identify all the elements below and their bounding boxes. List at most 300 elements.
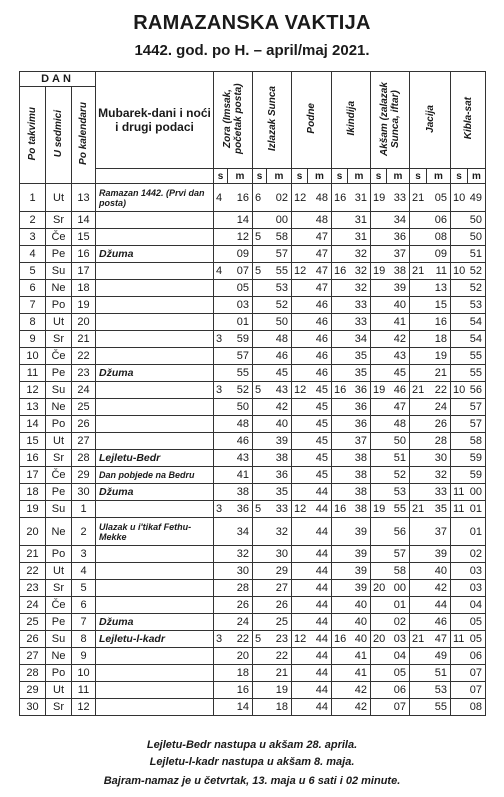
minute-cell: 05 — [427, 184, 451, 212]
hour-cell — [292, 648, 308, 665]
minute-cell: 14 — [228, 212, 253, 229]
minute-cell: 40 — [387, 297, 410, 314]
weekday-cell: Sr — [46, 450, 72, 467]
hour-cell — [451, 348, 468, 365]
hour-cell — [410, 280, 427, 297]
hour-cell — [451, 229, 468, 246]
minute-cell: 37 — [427, 518, 451, 546]
hour-cell — [451, 518, 468, 546]
minute-cell: 53 — [387, 484, 410, 501]
minute-cell: 44 — [308, 648, 332, 665]
calendar-day-cell: 28 — [72, 450, 96, 467]
hour-cell: 11 — [451, 501, 468, 518]
header-po-takvimu: Po takvimu — [20, 87, 46, 184]
hour-cell — [292, 416, 308, 433]
minute-cell: 00 — [387, 580, 410, 597]
hour-cell: 21 — [410, 263, 427, 280]
minute-cell: 45 — [267, 365, 292, 382]
day-number-cell: 7 — [20, 297, 46, 314]
note-cell — [96, 665, 214, 682]
minute-cell: 32 — [427, 467, 451, 484]
minute-cell: 31 — [348, 212, 371, 229]
day-number-cell: 23 — [20, 580, 46, 597]
table-row — [20, 399, 486, 416]
hour-cell — [253, 450, 267, 467]
table-row — [20, 597, 486, 614]
minute-cell: 18 — [267, 699, 292, 716]
hour-cell: 5 — [253, 631, 267, 648]
minute-cell: 35 — [348, 365, 371, 382]
hour-cell — [292, 518, 308, 546]
minute-cell: 54 — [468, 331, 486, 348]
table-row — [20, 184, 486, 212]
minute-cell: 50 — [468, 212, 486, 229]
minute-cell: 36 — [348, 416, 371, 433]
table-row — [20, 263, 486, 280]
minute-cell: 44 — [308, 501, 332, 518]
hour-cell — [451, 212, 468, 229]
minute-cell: 48 — [308, 184, 332, 212]
minute-cell: 41 — [348, 665, 371, 682]
minute-cell: 47 — [308, 246, 332, 263]
hour-cell — [214, 297, 228, 314]
header-po-kalendaru: Po kalendaru — [72, 87, 96, 184]
note-bedr: Lejletu-Bedr nastupa u akšam 28. aprila. — [146, 739, 358, 751]
day-number-cell: 1 — [20, 184, 46, 212]
day-number-cell: 10 — [20, 348, 46, 365]
minute-cell: 30 — [228, 563, 253, 580]
hour-cell — [253, 399, 267, 416]
hour-cell — [332, 450, 348, 467]
hour-cell: 20 — [371, 580, 387, 597]
minute-cell: 43 — [387, 348, 410, 365]
table-row — [20, 433, 486, 450]
hour-cell — [410, 229, 427, 246]
weekday-cell: Ut — [46, 184, 72, 212]
minute-cell: 31 — [348, 229, 371, 246]
hour-cell — [371, 614, 387, 631]
hour-cell — [214, 467, 228, 484]
calendar-day-cell: 19 — [72, 297, 96, 314]
hour-cell: 10 — [451, 263, 468, 280]
day-number-cell: 21 — [20, 546, 46, 563]
hour-cell — [410, 433, 427, 450]
minute-cell: 44 — [308, 563, 332, 580]
day-number-cell: 3 — [20, 229, 46, 246]
calendar-day-cell: 12 — [72, 699, 96, 716]
minute-cell: 46 — [308, 314, 332, 331]
minutes-label: m — [468, 169, 486, 184]
note-cell: Džuma — [96, 246, 214, 263]
hour-cell — [292, 314, 308, 331]
hour-cell — [253, 246, 267, 263]
calendar-day-cell: 10 — [72, 665, 96, 682]
minute-cell: 46 — [267, 348, 292, 365]
hour-cell — [451, 546, 468, 563]
minute-cell: 44 — [427, 597, 451, 614]
hour-cell — [451, 399, 468, 416]
minute-cell: 55 — [387, 501, 410, 518]
hour-cell — [253, 416, 267, 433]
header-kibla: Kibla-sat — [451, 72, 486, 169]
minute-cell: 12 — [228, 229, 253, 246]
hour-cell: 3 — [214, 331, 228, 348]
minute-cell: 05 — [228, 280, 253, 297]
hour-cell — [214, 699, 228, 716]
calendar-day-cell: 4 — [72, 563, 96, 580]
calendar-day-cell: 17 — [72, 263, 96, 280]
hour-cell — [451, 597, 468, 614]
minute-cell: 07 — [228, 263, 253, 280]
hour-cell — [410, 682, 427, 699]
hour-cell — [371, 433, 387, 450]
minute-cell: 42 — [348, 699, 371, 716]
minute-cell: 13 — [427, 280, 451, 297]
weekday-cell: Ut — [46, 314, 72, 331]
minute-cell: 46 — [308, 297, 332, 314]
hour-cell — [410, 212, 427, 229]
day-number-cell: 20 — [20, 518, 46, 546]
hour-cell — [332, 348, 348, 365]
hour-cell: 11 — [451, 631, 468, 648]
hour-cell — [253, 614, 267, 631]
header-dan: DAN — [20, 72, 96, 87]
hour-cell — [253, 484, 267, 501]
hour-cell — [410, 597, 427, 614]
hour-cell: 5 — [253, 263, 267, 280]
minute-cell: 03 — [468, 580, 486, 597]
minute-cell: 21 — [267, 665, 292, 682]
day-number-cell: 17 — [20, 467, 46, 484]
minute-cell: 19 — [427, 348, 451, 365]
minute-cell: 39 — [267, 433, 292, 450]
minute-cell: 38 — [387, 263, 410, 280]
minute-cell: 35 — [348, 348, 371, 365]
minutes-label: m — [267, 169, 292, 184]
table-row — [20, 501, 486, 518]
page-title: RAMAZANSKA VAKTIJA — [133, 12, 371, 34]
note-cell — [96, 280, 214, 297]
calendar-day-cell: 6 — [72, 597, 96, 614]
hours-label: s — [410, 169, 427, 184]
minute-cell: 41 — [387, 314, 410, 331]
page-subtitle: 1442. god. po H. – april/maj 2021. — [134, 42, 370, 59]
table-row — [20, 665, 486, 682]
table-row — [20, 563, 486, 580]
hour-cell — [253, 665, 267, 682]
hour-cell — [451, 246, 468, 263]
minute-cell: 35 — [427, 501, 451, 518]
minute-cell: 41 — [348, 648, 371, 665]
hour-cell — [371, 467, 387, 484]
header-u-sedmici: U sedmici — [46, 87, 72, 184]
hour-cell — [253, 546, 267, 563]
minute-cell: 36 — [348, 399, 371, 416]
hour-cell — [371, 365, 387, 382]
hour-cell — [451, 580, 468, 597]
calendar-day-cell: 13 — [72, 184, 96, 212]
note-cell — [96, 297, 214, 314]
minute-cell: 38 — [348, 450, 371, 467]
day-number-cell: 5 — [20, 263, 46, 280]
minute-cell: 43 — [267, 382, 292, 399]
minutes-label: m — [427, 169, 451, 184]
hour-cell — [451, 297, 468, 314]
minute-cell: 24 — [427, 399, 451, 416]
hour-cell — [451, 365, 468, 382]
table-row — [20, 648, 486, 665]
calendar-day-cell: 9 — [72, 648, 96, 665]
calendar-day-cell: 11 — [72, 682, 96, 699]
day-number-cell: 29 — [20, 682, 46, 699]
hour-cell — [214, 518, 228, 546]
minute-cell: 40 — [427, 563, 451, 580]
table-row — [20, 331, 486, 348]
minute-cell: 50 — [267, 314, 292, 331]
calendar-day-cell: 29 — [72, 467, 96, 484]
weekday-cell: Pe — [46, 365, 72, 382]
minute-cell: 53 — [468, 297, 486, 314]
hour-cell — [451, 699, 468, 716]
hour-cell — [371, 648, 387, 665]
hour-cell — [332, 399, 348, 416]
header-mubarek: Mubarek-dani i noći i drugi podaci — [96, 72, 214, 169]
note-cell — [96, 597, 214, 614]
minute-cell: 16 — [228, 184, 253, 212]
hour-cell — [451, 648, 468, 665]
minute-cell: 56 — [387, 518, 410, 546]
calendar-day-cell: 22 — [72, 348, 96, 365]
minute-cell: 45 — [308, 399, 332, 416]
minute-cell: 24 — [228, 614, 253, 631]
calendar-day-cell: 25 — [72, 399, 96, 416]
minute-cell: 57 — [468, 416, 486, 433]
minute-cell: 23 — [267, 631, 292, 648]
minute-cell: 32 — [267, 518, 292, 546]
minute-cell: 49 — [468, 184, 486, 212]
weekday-cell: Su — [46, 501, 72, 518]
hour-cell — [371, 546, 387, 563]
hour-cell — [332, 484, 348, 501]
calendar-day-cell: 26 — [72, 416, 96, 433]
hour-cell — [371, 399, 387, 416]
minute-cell: 33 — [267, 501, 292, 518]
hour-cell — [371, 212, 387, 229]
minute-cell: 44 — [308, 546, 332, 563]
hour-cell: 4 — [214, 263, 228, 280]
hour-cell — [371, 597, 387, 614]
minute-cell: 47 — [387, 399, 410, 416]
calendar-day-cell: 3 — [72, 546, 96, 563]
hour-cell — [332, 699, 348, 716]
note-cell: Lejletu-Bedr — [96, 450, 214, 467]
hour-cell: 3 — [214, 382, 228, 399]
hour-cell — [214, 563, 228, 580]
table-row — [20, 682, 486, 699]
hour-cell — [410, 563, 427, 580]
minute-cell: 42 — [267, 399, 292, 416]
note-cell: Ramazan 1442. (Prvi dan posta) — [96, 184, 214, 212]
note-cell: Džuma — [96, 614, 214, 631]
minute-cell: 39 — [427, 546, 451, 563]
minute-cell: 42 — [427, 580, 451, 597]
minute-cell: 45 — [387, 365, 410, 382]
minute-cell: 48 — [387, 416, 410, 433]
minute-cell: 58 — [387, 563, 410, 580]
note-cell — [96, 433, 214, 450]
minute-cell: 32 — [348, 280, 371, 297]
hour-cell — [371, 682, 387, 699]
hour-cell: 21 — [410, 631, 427, 648]
minute-cell: 44 — [308, 614, 332, 631]
day-number-cell: 11 — [20, 365, 46, 382]
hours-label: s — [451, 169, 468, 184]
hour-cell — [214, 314, 228, 331]
minute-cell: 20 — [228, 648, 253, 665]
hour-cell — [410, 665, 427, 682]
hour-cell — [253, 365, 267, 382]
weekday-cell: Po — [46, 546, 72, 563]
hour-cell — [410, 484, 427, 501]
minute-cell: 04 — [468, 597, 486, 614]
hour-cell — [253, 212, 267, 229]
hour-cell: 21 — [410, 184, 427, 212]
weekday-cell: Su — [46, 631, 72, 648]
minute-cell: 57 — [387, 546, 410, 563]
note-cell — [96, 212, 214, 229]
hour-cell — [332, 597, 348, 614]
hour-cell — [371, 518, 387, 546]
hour-cell — [451, 416, 468, 433]
hour-cell — [451, 450, 468, 467]
minute-cell: 45 — [308, 467, 332, 484]
minute-cell: 55 — [468, 365, 486, 382]
hour-cell — [332, 416, 348, 433]
table-row — [20, 518, 486, 546]
minute-cell: 14 — [228, 699, 253, 716]
weekday-cell: Su — [46, 382, 72, 399]
hour-cell — [292, 433, 308, 450]
day-number-cell: 25 — [20, 614, 46, 631]
hour-cell — [253, 314, 267, 331]
minute-cell: 36 — [228, 501, 253, 518]
day-number-cell: 30 — [20, 699, 46, 716]
hour-cell: 12 — [292, 631, 308, 648]
hour-cell — [214, 229, 228, 246]
hour-cell — [253, 563, 267, 580]
note-cell: Džuma — [96, 365, 214, 382]
minute-cell: 47 — [308, 263, 332, 280]
minute-cell: 42 — [348, 682, 371, 699]
minute-cell: 04 — [387, 648, 410, 665]
minute-cell: 03 — [387, 631, 410, 648]
hour-cell — [214, 416, 228, 433]
table-row — [20, 484, 486, 501]
hour-cell — [292, 246, 308, 263]
weekday-cell: Ne — [46, 648, 72, 665]
hour-cell — [332, 246, 348, 263]
header-aksam: Akšam (zalazak Sunca, iftar) — [371, 72, 410, 169]
minute-cell: 09 — [228, 246, 253, 263]
minute-cell: 48 — [267, 331, 292, 348]
minute-cell: 40 — [348, 614, 371, 631]
day-number-cell: 16 — [20, 450, 46, 467]
minute-cell: 28 — [427, 433, 451, 450]
hour-cell — [371, 280, 387, 297]
hour-cell — [451, 280, 468, 297]
hour-cell — [214, 614, 228, 631]
minute-cell: 05 — [468, 631, 486, 648]
hour-cell — [410, 399, 427, 416]
hour-cell — [371, 699, 387, 716]
minute-cell: 38 — [348, 501, 371, 518]
hour-cell — [253, 682, 267, 699]
hour-cell — [292, 212, 308, 229]
hour-cell: 5 — [253, 501, 267, 518]
note-cell — [96, 331, 214, 348]
weekday-cell: Pe — [46, 484, 72, 501]
hour-cell — [410, 699, 427, 716]
hour-cell: 21 — [410, 382, 427, 399]
header-podne: Podne — [292, 72, 332, 169]
minute-cell: 44 — [308, 631, 332, 648]
minute-cell: 33 — [348, 314, 371, 331]
minute-cell: 44 — [308, 699, 332, 716]
vaktija-table — [19, 71, 486, 716]
minute-cell: 45 — [308, 433, 332, 450]
note-cell — [96, 563, 214, 580]
table-row — [20, 580, 486, 597]
hour-cell — [253, 297, 267, 314]
hour-cell — [253, 331, 267, 348]
minute-cell: 37 — [348, 433, 371, 450]
hour-cell — [332, 297, 348, 314]
hour-cell — [371, 348, 387, 365]
minute-cell: 55 — [267, 263, 292, 280]
table-row — [20, 631, 486, 648]
minute-cell: 39 — [348, 580, 371, 597]
minute-cell: 21 — [427, 365, 451, 382]
minutes-label: m — [348, 169, 371, 184]
minute-cell: 47 — [308, 229, 332, 246]
minute-cell: 50 — [468, 229, 486, 246]
hour-cell — [292, 597, 308, 614]
hour-cell — [214, 597, 228, 614]
note-kadr: Lejletu-l-kadr nastupa u akšam 8. maja. — [149, 756, 355, 768]
day-number-cell: 2 — [20, 212, 46, 229]
calendar-day-cell: 16 — [72, 246, 96, 263]
minute-cell: 15 — [427, 297, 451, 314]
hour-cell — [410, 614, 427, 631]
hour-cell — [214, 280, 228, 297]
minute-cell: 00 — [468, 484, 486, 501]
minute-cell: 30 — [427, 450, 451, 467]
minute-cell: 42 — [387, 331, 410, 348]
hour-cell — [410, 314, 427, 331]
minute-cell: 16 — [228, 682, 253, 699]
hour-cell — [332, 563, 348, 580]
minute-cell: 22 — [427, 382, 451, 399]
hour-cell — [332, 546, 348, 563]
hour-cell — [410, 546, 427, 563]
minute-cell: 37 — [387, 246, 410, 263]
hours-label: s — [292, 169, 308, 184]
hour-cell — [451, 467, 468, 484]
hour-cell — [410, 297, 427, 314]
minute-cell: 45 — [308, 416, 332, 433]
hour-cell — [214, 665, 228, 682]
note-cell — [96, 580, 214, 597]
